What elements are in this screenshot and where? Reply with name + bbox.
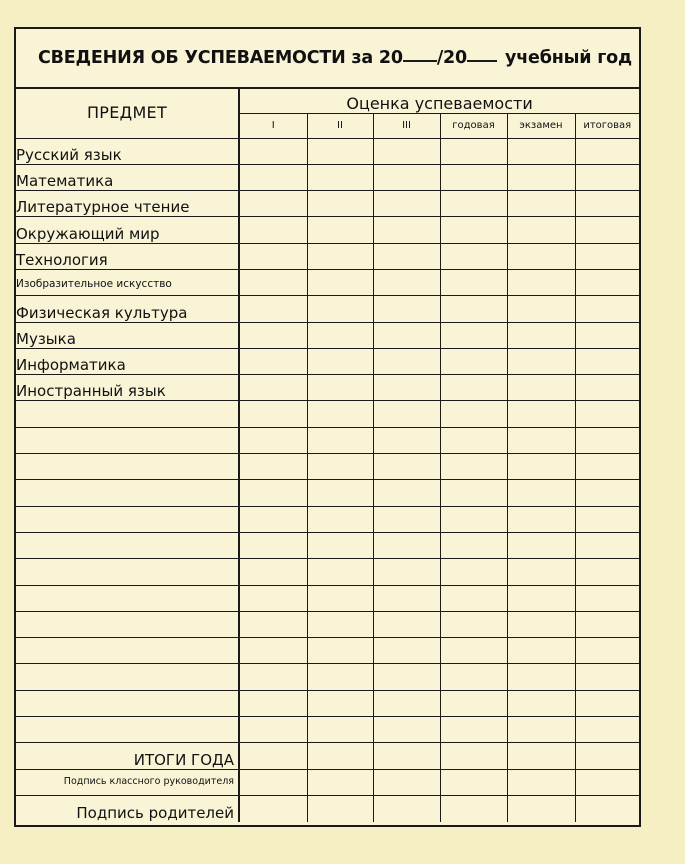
grade-cell[interactable]	[239, 348, 307, 374]
grade-cell[interactable]	[239, 480, 307, 506]
grade-cell[interactable]	[239, 322, 307, 348]
table-row	[16, 559, 639, 585]
table-row	[16, 164, 639, 190]
grade-cell[interactable]	[575, 375, 639, 401]
subject-name[interactable]: Музыка	[16, 322, 239, 348]
grade-cell[interactable]	[575, 795, 639, 821]
subject-name[interactable]: Технология	[16, 243, 239, 269]
grade-cell[interactable]	[373, 506, 440, 532]
blank-subject-cell[interactable]	[16, 532, 239, 558]
grade-cell[interactable]	[575, 217, 639, 243]
blank-subject-cell[interactable]	[16, 585, 239, 611]
grade-cell[interactable]	[307, 717, 373, 743]
grade-cell[interactable]	[307, 480, 373, 506]
grade-cell[interactable]	[575, 401, 639, 427]
subject-name[interactable]: Изобразительное искусство	[16, 269, 239, 295]
grade-cell[interactable]	[239, 243, 307, 269]
grade-cell[interactable]	[373, 690, 440, 716]
grade-cell[interactable]	[440, 585, 507, 611]
grade-cell[interactable]	[239, 743, 307, 769]
grade-cell[interactable]	[307, 769, 373, 795]
grade-cell[interactable]	[307, 427, 373, 453]
table-row	[16, 322, 639, 348]
title-prefix: СВЕДЕНИЯ ОБ УСПЕВАЕМОСТИ за 20	[38, 48, 403, 68]
grade-cell[interactable]	[440, 532, 507, 558]
grade-cell[interactable]	[507, 375, 575, 401]
grade-cell[interactable]	[440, 375, 507, 401]
grade-cell[interactable]	[575, 191, 639, 217]
grade-cell[interactable]	[507, 559, 575, 585]
grade-cell[interactable]	[507, 638, 575, 664]
grade-cell[interactable]	[239, 138, 307, 164]
grade-cell[interactable]	[239, 269, 307, 295]
table-row	[16, 296, 639, 322]
subject-name[interactable]: Русский язык	[16, 138, 239, 164]
table-row	[16, 348, 639, 374]
table-row	[16, 769, 639, 795]
grade-cell[interactable]	[373, 769, 440, 795]
grade-cell[interactable]	[373, 269, 440, 295]
grade-cell[interactable]	[307, 559, 373, 585]
grade-cell[interactable]	[307, 217, 373, 243]
grade-cell[interactable]	[440, 611, 507, 637]
grade-cell[interactable]	[575, 638, 639, 664]
grade-cell[interactable]	[373, 427, 440, 453]
grade-cell[interactable]	[373, 138, 440, 164]
grade-cell[interactable]	[373, 164, 440, 190]
grade-cell[interactable]	[575, 585, 639, 611]
grade-cell[interactable]	[440, 559, 507, 585]
table-row	[16, 585, 639, 611]
grade-cell[interactable]	[440, 322, 507, 348]
blank-subject-cell[interactable]	[16, 611, 239, 637]
table-row	[16, 506, 639, 532]
parent-signature-label: Подпись родителей	[16, 795, 239, 821]
grade-cell[interactable]	[239, 585, 307, 611]
grade-cell[interactable]	[507, 743, 575, 769]
table-body	[16, 138, 639, 822]
grade-cell[interactable]	[507, 243, 575, 269]
grade-cell[interactable]	[440, 454, 507, 480]
grade-cell[interactable]	[307, 664, 373, 690]
grade-cell[interactable]	[575, 348, 639, 374]
grade-cell[interactable]	[440, 164, 507, 190]
grade-cell[interactable]	[307, 269, 373, 295]
grade-cell[interactable]	[440, 269, 507, 295]
grade-cell[interactable]	[575, 664, 639, 690]
grade-cell[interactable]	[307, 454, 373, 480]
grade-cell[interactable]	[239, 795, 307, 821]
table-row	[16, 480, 639, 506]
grade-cell[interactable]	[507, 427, 575, 453]
grade-cell[interactable]	[507, 480, 575, 506]
grades-table	[16, 87, 639, 822]
grade-cell[interactable]	[507, 217, 575, 243]
teacher-signature-label: Подпись классного руководителя	[16, 769, 239, 795]
table-row	[16, 401, 639, 427]
grade-cell[interactable]	[507, 138, 575, 164]
table-row	[16, 217, 639, 243]
grade-cell[interactable]	[440, 717, 507, 743]
table-row	[16, 243, 639, 269]
grade-cell[interactable]	[575, 559, 639, 585]
grade-cell[interactable]	[307, 743, 373, 769]
grade-cell[interactable]	[575, 427, 639, 453]
grade-cell[interactable]	[239, 611, 307, 637]
grade-cell[interactable]	[507, 401, 575, 427]
blank-subject-cell[interactable]	[16, 480, 239, 506]
grade-cell[interactable]	[239, 664, 307, 690]
table-row	[16, 269, 639, 295]
col-header-term-1: I	[239, 113, 307, 138]
grade-cell[interactable]	[507, 585, 575, 611]
grade-cell[interactable]	[239, 559, 307, 585]
grade-cell[interactable]	[239, 427, 307, 453]
blank-subject-cell[interactable]	[16, 427, 239, 453]
grade-cell[interactable]	[307, 164, 373, 190]
grade-cell[interactable]	[307, 532, 373, 558]
grade-cell[interactable]	[440, 217, 507, 243]
grade-cell[interactable]	[239, 401, 307, 427]
grade-cell[interactable]	[507, 454, 575, 480]
grade-cell[interactable]	[373, 638, 440, 664]
table-row	[16, 664, 639, 690]
year-end-blank[interactable]	[467, 45, 497, 62]
grade-cell[interactable]	[239, 638, 307, 664]
grade-cell[interactable]	[507, 269, 575, 295]
grade-cell[interactable]	[440, 664, 507, 690]
grade-cell[interactable]	[507, 532, 575, 558]
grade-cell[interactable]	[507, 664, 575, 690]
grade-cell[interactable]	[373, 585, 440, 611]
table-row	[16, 375, 639, 401]
grade-cell[interactable]	[373, 532, 440, 558]
grade-cell[interactable]	[373, 348, 440, 374]
grade-cell[interactable]	[575, 611, 639, 637]
subject-name[interactable]: Литературное чтение	[16, 191, 239, 217]
col-header-annual: годовая	[440, 113, 507, 138]
table-row	[16, 532, 639, 558]
grade-cell[interactable]	[575, 480, 639, 506]
grade-cell[interactable]	[373, 795, 440, 821]
year-start-blank[interactable]	[403, 45, 437, 62]
grade-cell[interactable]	[507, 717, 575, 743]
blank-subject-cell[interactable]	[16, 506, 239, 532]
grade-cell[interactable]	[575, 769, 639, 795]
grade-cell[interactable]	[507, 690, 575, 716]
grade-cell[interactable]	[373, 322, 440, 348]
grade-cell[interactable]	[239, 191, 307, 217]
grade-cell[interactable]	[239, 296, 307, 322]
grade-cell[interactable]	[373, 217, 440, 243]
table-row	[16, 795, 639, 821]
grade-cell[interactable]	[373, 454, 440, 480]
grade-cell[interactable]	[575, 243, 639, 269]
grade-cell[interactable]	[373, 611, 440, 637]
grade-cell[interactable]	[373, 243, 440, 269]
grade-cell[interactable]	[239, 217, 307, 243]
grade-cell[interactable]	[440, 743, 507, 769]
subject-column-header: ПРЕДМЕТ	[16, 87, 239, 138]
grade-cell[interactable]	[440, 769, 507, 795]
grade-cell[interactable]	[440, 243, 507, 269]
grade-cell[interactable]	[575, 743, 639, 769]
grade-cell[interactable]	[307, 611, 373, 637]
grade-cell[interactable]	[307, 348, 373, 374]
grade-cell[interactable]	[307, 585, 373, 611]
grade-cell[interactable]	[373, 191, 440, 217]
subject-name[interactable]: Иностранный язык	[16, 375, 239, 401]
grade-cell[interactable]	[575, 322, 639, 348]
sheet-title	[16, 29, 639, 89]
grade-cell[interactable]	[307, 690, 373, 716]
grade-cell[interactable]	[307, 138, 373, 164]
blank-subject-cell[interactable]	[16, 454, 239, 480]
col-header-term-3: III	[373, 113, 440, 138]
grade-cell[interactable]	[307, 506, 373, 532]
grade-cell[interactable]	[307, 243, 373, 269]
grade-cell[interactable]	[307, 795, 373, 821]
grade-cell[interactable]	[239, 454, 307, 480]
grade-cell[interactable]	[440, 401, 507, 427]
table-row	[16, 690, 639, 716]
grade-cell[interactable]	[507, 506, 575, 532]
blank-subject-cell[interactable]	[16, 401, 239, 427]
grade-cell[interactable]	[507, 611, 575, 637]
grade-cell[interactable]	[507, 348, 575, 374]
grades-group-header: Оценка успеваемости	[239, 87, 639, 113]
grade-cell[interactable]	[373, 401, 440, 427]
grade-cell[interactable]	[373, 717, 440, 743]
grade-cell[interactable]	[307, 322, 373, 348]
grade-cell[interactable]	[440, 506, 507, 532]
grade-cell[interactable]	[575, 296, 639, 322]
subject-name[interactable]: Окружающий мир	[16, 217, 239, 243]
blank-subject-cell[interactable]	[16, 717, 239, 743]
grade-cell[interactable]	[507, 795, 575, 821]
grade-cell[interactable]	[575, 138, 639, 164]
grade-cell[interactable]	[440, 795, 507, 821]
grade-cell[interactable]	[507, 296, 575, 322]
table-row	[16, 454, 639, 480]
blank-subject-cell[interactable]	[16, 664, 239, 690]
subject-name[interactable]: Физическая культура	[16, 296, 239, 322]
grade-cell[interactable]	[239, 375, 307, 401]
grade-cell[interactable]	[307, 191, 373, 217]
grade-cell[interactable]	[440, 348, 507, 374]
grade-cell[interactable]	[440, 427, 507, 453]
grade-cell[interactable]	[307, 296, 373, 322]
grade-cell[interactable]	[575, 269, 639, 295]
blank-subject-cell[interactable]	[16, 559, 239, 585]
blank-subject-cell[interactable]	[16, 690, 239, 716]
col-header-term-2: II	[307, 113, 373, 138]
table-row	[16, 743, 639, 769]
grade-cell[interactable]	[239, 164, 307, 190]
grade-cell[interactable]	[507, 322, 575, 348]
grade-cell[interactable]	[373, 375, 440, 401]
grade-cell[interactable]	[373, 480, 440, 506]
grade-cell[interactable]	[373, 559, 440, 585]
grade-cell[interactable]	[575, 506, 639, 532]
table-row	[16, 427, 639, 453]
grade-cell[interactable]	[239, 717, 307, 743]
grade-cell[interactable]	[440, 138, 507, 164]
table-row	[16, 191, 639, 217]
blank-subject-cell[interactable]	[16, 638, 239, 664]
grade-cell[interactable]	[575, 454, 639, 480]
grade-cell[interactable]	[307, 638, 373, 664]
grade-cell[interactable]	[307, 401, 373, 427]
grade-cell[interactable]	[239, 532, 307, 558]
year-total-label: ИТОГИ ГОДА	[16, 743, 239, 769]
grade-cell[interactable]	[440, 296, 507, 322]
subject-name[interactable]: Информатика	[16, 348, 239, 374]
grade-cell[interactable]	[507, 769, 575, 795]
subject-name[interactable]: Математика	[16, 164, 239, 190]
table-row	[16, 638, 639, 664]
grade-cell[interactable]	[373, 664, 440, 690]
grade-cell[interactable]	[373, 296, 440, 322]
grade-cell[interactable]	[440, 191, 507, 217]
table-row	[16, 138, 639, 164]
grade-cell[interactable]	[575, 532, 639, 558]
title-suffix: учебный год	[505, 48, 632, 68]
col-header-exam: экзамен	[507, 113, 575, 138]
grade-cell[interactable]	[575, 164, 639, 190]
grade-cell[interactable]	[307, 375, 373, 401]
grade-cell[interactable]	[575, 717, 639, 743]
grade-cell[interactable]	[507, 164, 575, 190]
grade-cell[interactable]	[440, 690, 507, 716]
grade-cell[interactable]	[239, 690, 307, 716]
grades-sheet	[14, 27, 641, 827]
grade-cell[interactable]	[239, 506, 307, 532]
grade-cell[interactable]	[507, 191, 575, 217]
title-slash: /20	[436, 48, 468, 68]
grade-cell[interactable]	[239, 769, 307, 795]
grade-cell[interactable]	[440, 480, 507, 506]
table-row	[16, 611, 639, 637]
table-row	[16, 717, 639, 743]
grade-cell[interactable]	[373, 743, 440, 769]
grade-cell[interactable]	[440, 638, 507, 664]
grade-cell[interactable]	[575, 690, 639, 716]
col-header-final: итоговая	[575, 113, 639, 138]
